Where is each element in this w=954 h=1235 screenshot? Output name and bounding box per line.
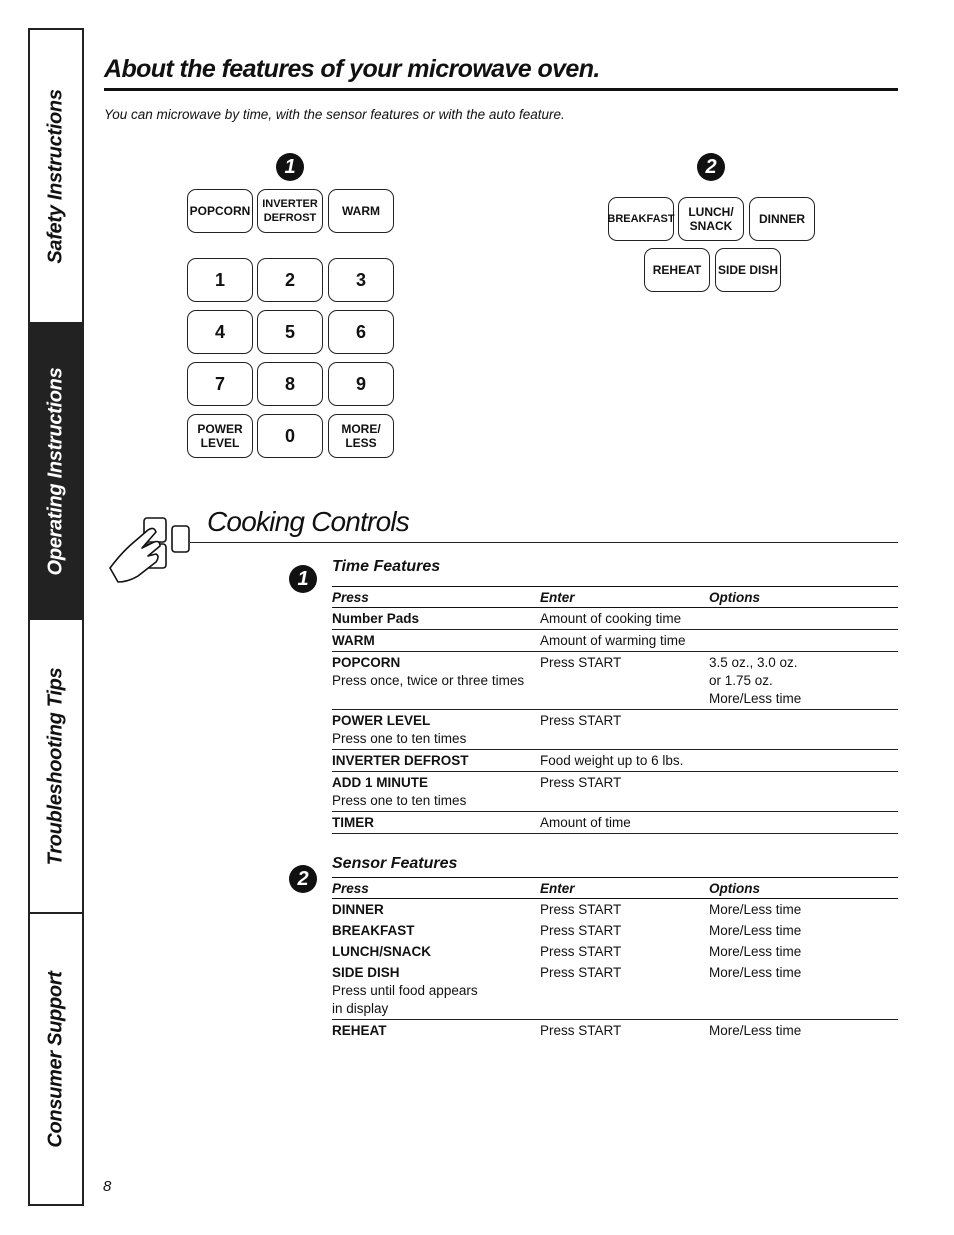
options-cell: More/Less time xyxy=(709,944,802,959)
press-note: Press one to ten times xyxy=(332,793,467,808)
page-number: 8 xyxy=(103,1178,112,1195)
tab-label: Troubleshooting Tips xyxy=(44,667,67,865)
table-row xyxy=(332,772,898,812)
warm-key[interactable]: WARM xyxy=(328,189,394,233)
breakfast-key[interactable]: BREAKFAST xyxy=(608,197,674,241)
power-level-key[interactable]: POWER LEVEL xyxy=(187,414,253,458)
digit-3-key[interactable]: 3 xyxy=(328,258,394,302)
enter-cell: Press START xyxy=(540,902,622,917)
enter-cell: Amount of cooking time xyxy=(540,608,709,630)
enter-cell: Press START xyxy=(540,923,622,938)
column-header-enter: Enter xyxy=(540,878,709,899)
digit-9-key[interactable]: 9 xyxy=(328,362,394,406)
press-name: DINNER xyxy=(332,902,384,917)
tab-troubleshooting-tips[interactable] xyxy=(30,620,82,914)
reheat-key[interactable]: REHEAT xyxy=(644,248,710,292)
press-name: REHEAT xyxy=(332,1023,387,1038)
enter-cell: Press START xyxy=(540,652,709,710)
cooking-controls-divider xyxy=(190,542,898,543)
press-note: Press once, twice or three times xyxy=(332,673,525,688)
table-row xyxy=(332,630,898,652)
lunch-snack-key[interactable]: LUNCH/ SNACK xyxy=(678,197,744,241)
press-name: INVERTER DEFROST xyxy=(332,753,469,768)
options-cell: More/Less time xyxy=(709,902,802,917)
table-row xyxy=(332,920,898,941)
column-header-options: Options xyxy=(709,878,898,899)
options-cell xyxy=(709,608,898,630)
digit-1-key[interactable]: 1 xyxy=(187,258,253,302)
enter-cell: Food weight up to 6 lbs. xyxy=(540,750,709,772)
options-cell xyxy=(709,710,898,750)
table-row xyxy=(332,941,898,962)
column-header-press: Press xyxy=(332,587,540,608)
options-cell xyxy=(709,812,898,834)
hand-pressing-button-icon xyxy=(108,512,192,584)
options-cell xyxy=(709,630,898,652)
side-tab-bar xyxy=(28,28,84,1206)
column-header-enter: Enter xyxy=(540,587,709,608)
column-header-press: Press xyxy=(332,878,540,899)
time-features-badge: 1 xyxy=(289,565,317,593)
popcorn-key[interactable]: POPCORN xyxy=(187,189,253,233)
enter-cell: Press START xyxy=(540,772,709,812)
options-cell xyxy=(709,772,898,812)
options-cell: 3.5 oz., 3.0 oz. or 1.75 oz. More/Less time xyxy=(709,652,898,710)
tab-safety-instructions[interactable] xyxy=(30,30,82,324)
enter-cell: Press START xyxy=(540,944,622,959)
cooking-controls-title: Cooking Controls xyxy=(207,506,409,537)
more-less-key[interactable]: MORE/ LESS xyxy=(328,414,394,458)
options-cell: More/Less time xyxy=(709,923,802,938)
tab-operating-instructions[interactable] xyxy=(30,324,82,620)
table-row xyxy=(332,710,898,750)
press-name: Number Pads xyxy=(332,611,420,626)
press-note: Press until food appears in display xyxy=(332,983,478,1016)
table-row xyxy=(332,750,898,772)
digit-5-key[interactable]: 5 xyxy=(257,310,323,354)
press-name: TIMER xyxy=(332,815,374,830)
press-name: LUNCH/SNACK xyxy=(332,944,431,959)
dinner-key[interactable]: DINNER xyxy=(749,197,815,241)
options-cell: More/Less time xyxy=(709,1023,802,1038)
inverter-defrost-key[interactable]: INVERTER DEFROST xyxy=(257,189,323,233)
press-name: WARM xyxy=(332,633,375,648)
enter-cell: Amount of warming time xyxy=(540,630,709,652)
intro-text: You can microwave by time, with the sensor features or with the auto feature. xyxy=(104,107,565,122)
digit-8-key[interactable]: 8 xyxy=(257,362,323,406)
enter-cell: Press START xyxy=(540,710,709,750)
sensor-features-table xyxy=(332,877,898,1041)
sensor-features-title: Sensor Features xyxy=(332,855,458,872)
digit-2-key[interactable]: 2 xyxy=(257,258,323,302)
table-row xyxy=(332,899,898,921)
digit-6-key[interactable]: 6 xyxy=(328,310,394,354)
keypad-group-1-badge: 1 xyxy=(276,153,304,181)
digit-0-key[interactable]: 0 xyxy=(257,414,323,458)
title-divider xyxy=(104,88,898,91)
tab-consumer-support[interactable] xyxy=(30,914,82,1204)
table-row xyxy=(332,1020,898,1042)
press-name: ADD 1 MINUTE xyxy=(332,775,429,790)
column-header-options: Options xyxy=(709,587,898,608)
table-row xyxy=(332,608,898,630)
tab-label: Consumer Support xyxy=(44,970,67,1148)
options-cell xyxy=(709,750,898,772)
options-cell: More/Less time xyxy=(709,962,898,1020)
press-name: SIDE DISH xyxy=(332,965,400,980)
tab-label: Operating Instructions xyxy=(44,367,67,575)
table-row xyxy=(332,812,898,834)
sensor-features-badge: 2 xyxy=(289,865,317,893)
enter-cell: Press START xyxy=(540,1023,622,1038)
tab-label: Safety Instructions xyxy=(44,88,67,264)
press-name: BREAKFAST xyxy=(332,923,415,938)
side-dish-key[interactable]: SIDE DISH xyxy=(715,248,781,292)
digit-4-key[interactable]: 4 xyxy=(187,310,253,354)
press-note: Press one to ten times xyxy=(332,731,467,746)
time-features-table xyxy=(332,586,898,834)
table-row xyxy=(332,962,898,1020)
press-name: POPCORN xyxy=(332,655,401,670)
table-row xyxy=(332,652,898,710)
digit-7-key[interactable]: 7 xyxy=(187,362,253,406)
time-features-title: Time Features xyxy=(332,558,441,575)
enter-cell: Press START xyxy=(540,962,709,1020)
press-name: POWER LEVEL xyxy=(332,713,431,728)
keypad-group-2-badge: 2 xyxy=(697,153,725,181)
page-title: About the features of your microwave oven. xyxy=(104,55,600,83)
enter-cell: Amount of time xyxy=(540,812,709,834)
